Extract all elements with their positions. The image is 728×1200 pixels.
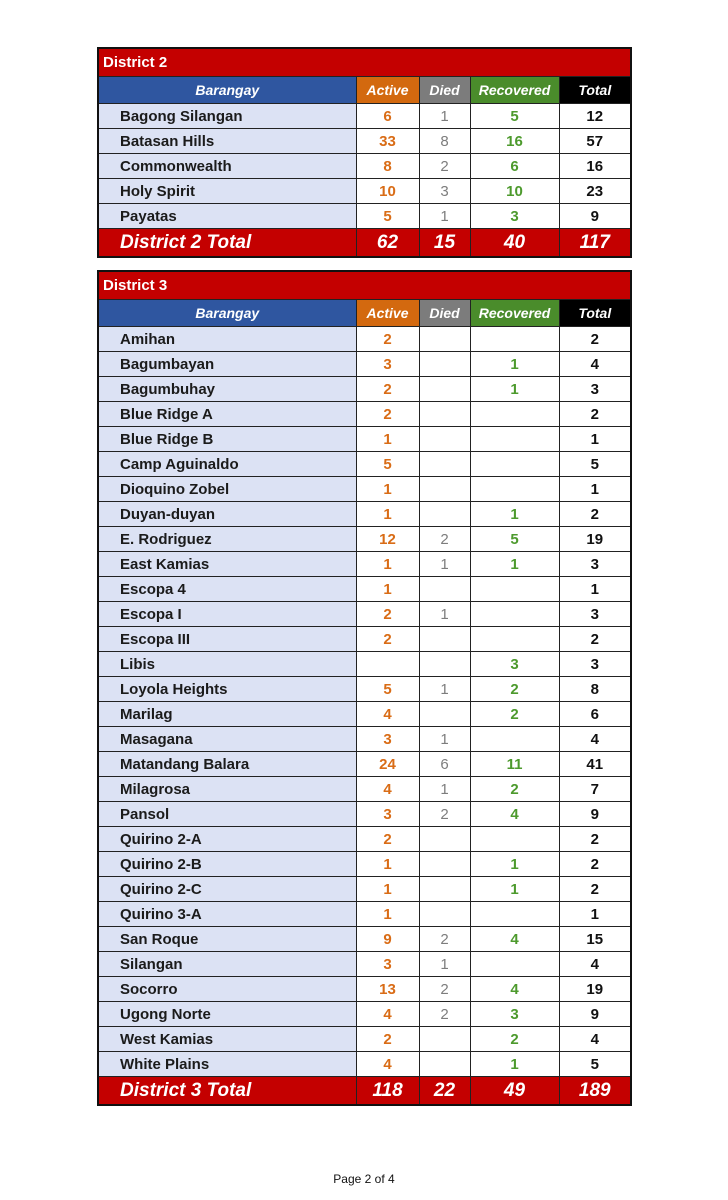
table-row bbox=[98, 402, 631, 427]
total-cell: 12 bbox=[559, 104, 631, 129]
died-cell: 8 bbox=[419, 129, 470, 154]
recovered-cell: 5 bbox=[470, 104, 559, 129]
column-header-row bbox=[98, 77, 631, 104]
died-cell: 2 bbox=[419, 1002, 470, 1027]
total-cell: 4 bbox=[559, 727, 631, 752]
recovered-cell: 2 bbox=[470, 677, 559, 702]
table-row bbox=[98, 552, 631, 577]
barangay-name-cell: Masagana bbox=[98, 727, 356, 752]
recovered-cell: 3 bbox=[470, 652, 559, 677]
recovered-cell: 1 bbox=[470, 1052, 559, 1077]
active-cell: 2 bbox=[356, 402, 419, 427]
active-cell: 2 bbox=[356, 327, 419, 352]
recovered-cell: 1 bbox=[470, 502, 559, 527]
active-cell: 1 bbox=[356, 902, 419, 927]
died-cell bbox=[419, 327, 470, 352]
total-cell: 1 bbox=[559, 577, 631, 602]
table-row bbox=[98, 477, 631, 502]
barangay-name-cell: Holy Spirit bbox=[98, 179, 356, 204]
total-label: District 3 Total bbox=[98, 1077, 356, 1106]
district-total-row bbox=[98, 1077, 631, 1106]
active-cell: 13 bbox=[356, 977, 419, 1002]
total-cell: 3 bbox=[559, 552, 631, 577]
died-cell: 6 bbox=[419, 752, 470, 777]
table-row bbox=[98, 377, 631, 402]
died-cell: 1 bbox=[419, 204, 470, 229]
active-cell: 1 bbox=[356, 552, 419, 577]
barangay-name-cell: Pansol bbox=[98, 802, 356, 827]
died-cell: 1 bbox=[419, 677, 470, 702]
active-cell: 4 bbox=[356, 1052, 419, 1077]
total-cell: 19 bbox=[559, 527, 631, 552]
barangay-name-cell: Quirino 2-A bbox=[98, 827, 356, 852]
active-cell bbox=[356, 652, 419, 677]
died-cell: 1 bbox=[419, 602, 470, 627]
recovered-cell bbox=[470, 827, 559, 852]
active-cell: 3 bbox=[356, 727, 419, 752]
header-active: Active bbox=[356, 77, 419, 104]
died-cell bbox=[419, 427, 470, 452]
recovered-cell bbox=[470, 952, 559, 977]
barangay-name-cell: Milagrosa bbox=[98, 777, 356, 802]
recovered-cell: 16 bbox=[470, 129, 559, 154]
barangay-name-cell: Silangan bbox=[98, 952, 356, 977]
table-row bbox=[98, 204, 631, 229]
active-cell: 10 bbox=[356, 179, 419, 204]
died-cell bbox=[419, 1052, 470, 1077]
table-row bbox=[98, 852, 631, 877]
header-barangay: Barangay bbox=[98, 300, 356, 327]
total-cell: 2 bbox=[559, 827, 631, 852]
table-row bbox=[98, 752, 631, 777]
died-cell bbox=[419, 477, 470, 502]
district-2-table bbox=[97, 47, 632, 258]
active-cell: 1 bbox=[356, 577, 419, 602]
died-cell bbox=[419, 377, 470, 402]
total-recovered: 40 bbox=[470, 229, 559, 258]
active-cell: 1 bbox=[356, 427, 419, 452]
table-row bbox=[98, 927, 631, 952]
table-row bbox=[98, 327, 631, 352]
column-header-row bbox=[98, 300, 631, 327]
active-cell: 8 bbox=[356, 154, 419, 179]
active-cell: 33 bbox=[356, 129, 419, 154]
active-cell: 4 bbox=[356, 777, 419, 802]
recovered-cell: 1 bbox=[470, 852, 559, 877]
table-row bbox=[98, 427, 631, 452]
active-cell: 3 bbox=[356, 952, 419, 977]
active-cell: 5 bbox=[356, 452, 419, 477]
recovered-cell: 2 bbox=[470, 777, 559, 802]
barangay-name-cell: Socorro bbox=[98, 977, 356, 1002]
active-cell: 5 bbox=[356, 677, 419, 702]
total-label: District 2 Total bbox=[98, 229, 356, 258]
table-row bbox=[98, 1002, 631, 1027]
barangay-name-cell: Camp Aguinaldo bbox=[98, 452, 356, 477]
total-cell: 23 bbox=[559, 179, 631, 204]
recovered-cell: 1 bbox=[470, 352, 559, 377]
table-row bbox=[98, 104, 631, 129]
header-recovered: Recovered bbox=[470, 77, 559, 104]
total-cell: 2 bbox=[559, 852, 631, 877]
total-cell: 6 bbox=[559, 702, 631, 727]
district-title: District 3 bbox=[98, 271, 631, 300]
total-died: 15 bbox=[419, 229, 470, 258]
district-title: District 2 bbox=[98, 48, 631, 77]
recovered-cell bbox=[470, 577, 559, 602]
barangay-name-cell: E. Rodriguez bbox=[98, 527, 356, 552]
recovered-cell: 10 bbox=[470, 179, 559, 204]
table-row bbox=[98, 727, 631, 752]
total-cell: 8 bbox=[559, 677, 631, 702]
total-cell: 4 bbox=[559, 952, 631, 977]
table-row bbox=[98, 877, 631, 902]
active-cell: 9 bbox=[356, 927, 419, 952]
died-cell: 1 bbox=[419, 952, 470, 977]
total-cell: 5 bbox=[559, 452, 631, 477]
district-2-body bbox=[98, 48, 631, 257]
header-total: Total bbox=[559, 300, 631, 327]
died-cell: 3 bbox=[419, 179, 470, 204]
active-cell: 1 bbox=[356, 877, 419, 902]
died-cell: 1 bbox=[419, 777, 470, 802]
active-cell: 2 bbox=[356, 1027, 419, 1052]
recovered-cell: 4 bbox=[470, 977, 559, 1002]
total-total: 189 bbox=[559, 1077, 631, 1106]
total-cell: 3 bbox=[559, 602, 631, 627]
died-cell: 2 bbox=[419, 527, 470, 552]
barangay-name-cell: Batasan Hills bbox=[98, 129, 356, 154]
barangay-name-cell: Commonwealth bbox=[98, 154, 356, 179]
total-cell: 57 bbox=[559, 129, 631, 154]
recovered-cell: 6 bbox=[470, 154, 559, 179]
district-3-table bbox=[97, 270, 632, 1106]
barangay-name-cell: Escopa I bbox=[98, 602, 356, 627]
barangay-name-cell: Payatas bbox=[98, 204, 356, 229]
table-row bbox=[98, 1052, 631, 1077]
total-active: 62 bbox=[356, 229, 419, 258]
barangay-name-cell: Bagumbuhay bbox=[98, 377, 356, 402]
died-cell: 1 bbox=[419, 104, 470, 129]
recovered-cell bbox=[470, 402, 559, 427]
recovered-cell bbox=[470, 452, 559, 477]
header-died: Died bbox=[419, 77, 470, 104]
barangay-name-cell: Quirino 2-B bbox=[98, 852, 356, 877]
district-title-row bbox=[98, 48, 631, 77]
barangay-name-cell: Quirino 2-C bbox=[98, 877, 356, 902]
died-cell bbox=[419, 652, 470, 677]
table-row bbox=[98, 827, 631, 852]
died-cell bbox=[419, 877, 470, 902]
total-cell: 9 bbox=[559, 1002, 631, 1027]
header-barangay: Barangay bbox=[98, 77, 356, 104]
barangay-name-cell: Libis bbox=[98, 652, 356, 677]
recovered-cell: 4 bbox=[470, 927, 559, 952]
header-total: Total bbox=[559, 77, 631, 104]
table-row bbox=[98, 977, 631, 1002]
barangay-name-cell: Bagumbayan bbox=[98, 352, 356, 377]
died-cell bbox=[419, 577, 470, 602]
barangay-name-cell: Loyola Heights bbox=[98, 677, 356, 702]
active-cell: 4 bbox=[356, 1002, 419, 1027]
recovered-cell: 4 bbox=[470, 802, 559, 827]
died-cell bbox=[419, 502, 470, 527]
total-cell: 5 bbox=[559, 1052, 631, 1077]
active-cell: 4 bbox=[356, 702, 419, 727]
recovered-cell bbox=[470, 327, 559, 352]
table-row bbox=[98, 627, 631, 652]
total-cell: 41 bbox=[559, 752, 631, 777]
active-cell: 2 bbox=[356, 377, 419, 402]
recovered-cell bbox=[470, 602, 559, 627]
barangay-name-cell: Escopa III bbox=[98, 627, 356, 652]
total-cell: 9 bbox=[559, 802, 631, 827]
barangay-name-cell: Blue Ridge A bbox=[98, 402, 356, 427]
total-cell: 4 bbox=[559, 352, 631, 377]
recovered-cell: 2 bbox=[470, 1027, 559, 1052]
active-cell: 2 bbox=[356, 827, 419, 852]
active-cell: 3 bbox=[356, 802, 419, 827]
total-cell: 4 bbox=[559, 1027, 631, 1052]
district-total-row bbox=[98, 229, 631, 258]
total-cell: 2 bbox=[559, 327, 631, 352]
total-cell: 3 bbox=[559, 652, 631, 677]
table-row bbox=[98, 677, 631, 702]
total-cell: 2 bbox=[559, 627, 631, 652]
active-cell: 24 bbox=[356, 752, 419, 777]
total-cell: 7 bbox=[559, 777, 631, 802]
died-cell: 2 bbox=[419, 154, 470, 179]
total-recovered: 49 bbox=[470, 1077, 559, 1106]
total-died: 22 bbox=[419, 1077, 470, 1106]
barangay-name-cell: Matandang Balara bbox=[98, 752, 356, 777]
active-cell: 2 bbox=[356, 602, 419, 627]
table-row bbox=[98, 602, 631, 627]
total-cell: 1 bbox=[559, 477, 631, 502]
table-row bbox=[98, 352, 631, 377]
active-cell: 5 bbox=[356, 204, 419, 229]
table-row bbox=[98, 452, 631, 477]
barangay-name-cell: Quirino 3-A bbox=[98, 902, 356, 927]
table-row bbox=[98, 502, 631, 527]
barangay-name-cell: San Roque bbox=[98, 927, 356, 952]
active-cell: 1 bbox=[356, 502, 419, 527]
died-cell: 2 bbox=[419, 802, 470, 827]
recovered-cell bbox=[470, 627, 559, 652]
died-cell bbox=[419, 402, 470, 427]
died-cell bbox=[419, 852, 470, 877]
total-cell: 2 bbox=[559, 402, 631, 427]
header-recovered: Recovered bbox=[470, 300, 559, 327]
table-row bbox=[98, 577, 631, 602]
barangay-name-cell: Duyan-duyan bbox=[98, 502, 356, 527]
total-cell: 1 bbox=[559, 427, 631, 452]
recovered-cell: 1 bbox=[470, 377, 559, 402]
recovered-cell: 5 bbox=[470, 527, 559, 552]
table-row bbox=[98, 652, 631, 677]
header-died: Died bbox=[419, 300, 470, 327]
total-cell: 16 bbox=[559, 154, 631, 179]
active-cell: 3 bbox=[356, 352, 419, 377]
table-row bbox=[98, 129, 631, 154]
page-number: Page 2 of 4 bbox=[333, 1172, 395, 1186]
active-cell: 1 bbox=[356, 477, 419, 502]
died-cell bbox=[419, 902, 470, 927]
barangay-name-cell: West Kamias bbox=[98, 1027, 356, 1052]
table-row bbox=[98, 952, 631, 977]
recovered-cell bbox=[470, 902, 559, 927]
district-3-body bbox=[98, 271, 631, 1105]
table-row bbox=[98, 702, 631, 727]
died-cell bbox=[419, 827, 470, 852]
recovered-cell bbox=[470, 727, 559, 752]
total-cell: 9 bbox=[559, 204, 631, 229]
total-total: 117 bbox=[559, 229, 631, 258]
total-cell: 2 bbox=[559, 877, 631, 902]
died-cell: 1 bbox=[419, 727, 470, 752]
total-cell: 3 bbox=[559, 377, 631, 402]
barangay-name-cell: Ugong Norte bbox=[98, 1002, 356, 1027]
active-cell: 12 bbox=[356, 527, 419, 552]
barangay-name-cell: Amihan bbox=[98, 327, 356, 352]
died-cell bbox=[419, 352, 470, 377]
table-row bbox=[98, 802, 631, 827]
barangay-name-cell: Marilag bbox=[98, 702, 356, 727]
header-active: Active bbox=[356, 300, 419, 327]
table-row bbox=[98, 777, 631, 802]
table-row bbox=[98, 527, 631, 552]
recovered-cell: 1 bbox=[470, 552, 559, 577]
died-cell: 1 bbox=[419, 552, 470, 577]
total-cell: 2 bbox=[559, 502, 631, 527]
recovered-cell: 3 bbox=[470, 1002, 559, 1027]
barangay-name-cell: East Kamias bbox=[98, 552, 356, 577]
barangay-name-cell: Escopa 4 bbox=[98, 577, 356, 602]
table-row bbox=[98, 154, 631, 179]
barangay-name-cell: Blue Ridge B bbox=[98, 427, 356, 452]
died-cell bbox=[419, 452, 470, 477]
active-cell: 2 bbox=[356, 627, 419, 652]
barangay-name-cell: White Plains bbox=[98, 1052, 356, 1077]
died-cell bbox=[419, 627, 470, 652]
recovered-cell: 2 bbox=[470, 702, 559, 727]
total-active: 118 bbox=[356, 1077, 419, 1106]
barangay-name-cell: Bagong Silangan bbox=[98, 104, 356, 129]
recovered-cell: 11 bbox=[470, 752, 559, 777]
died-cell bbox=[419, 702, 470, 727]
active-cell: 1 bbox=[356, 852, 419, 877]
died-cell: 2 bbox=[419, 927, 470, 952]
recovered-cell bbox=[470, 477, 559, 502]
table-row bbox=[98, 179, 631, 204]
total-cell: 15 bbox=[559, 927, 631, 952]
recovered-cell: 3 bbox=[470, 204, 559, 229]
district-title-row bbox=[98, 271, 631, 300]
died-cell bbox=[419, 1027, 470, 1052]
total-cell: 1 bbox=[559, 902, 631, 927]
total-cell: 19 bbox=[559, 977, 631, 1002]
recovered-cell: 1 bbox=[470, 877, 559, 902]
table-row bbox=[98, 902, 631, 927]
active-cell: 6 bbox=[356, 104, 419, 129]
recovered-cell bbox=[470, 427, 559, 452]
table-row bbox=[98, 1027, 631, 1052]
barangay-name-cell: Dioquino Zobel bbox=[98, 477, 356, 502]
died-cell: 2 bbox=[419, 977, 470, 1002]
